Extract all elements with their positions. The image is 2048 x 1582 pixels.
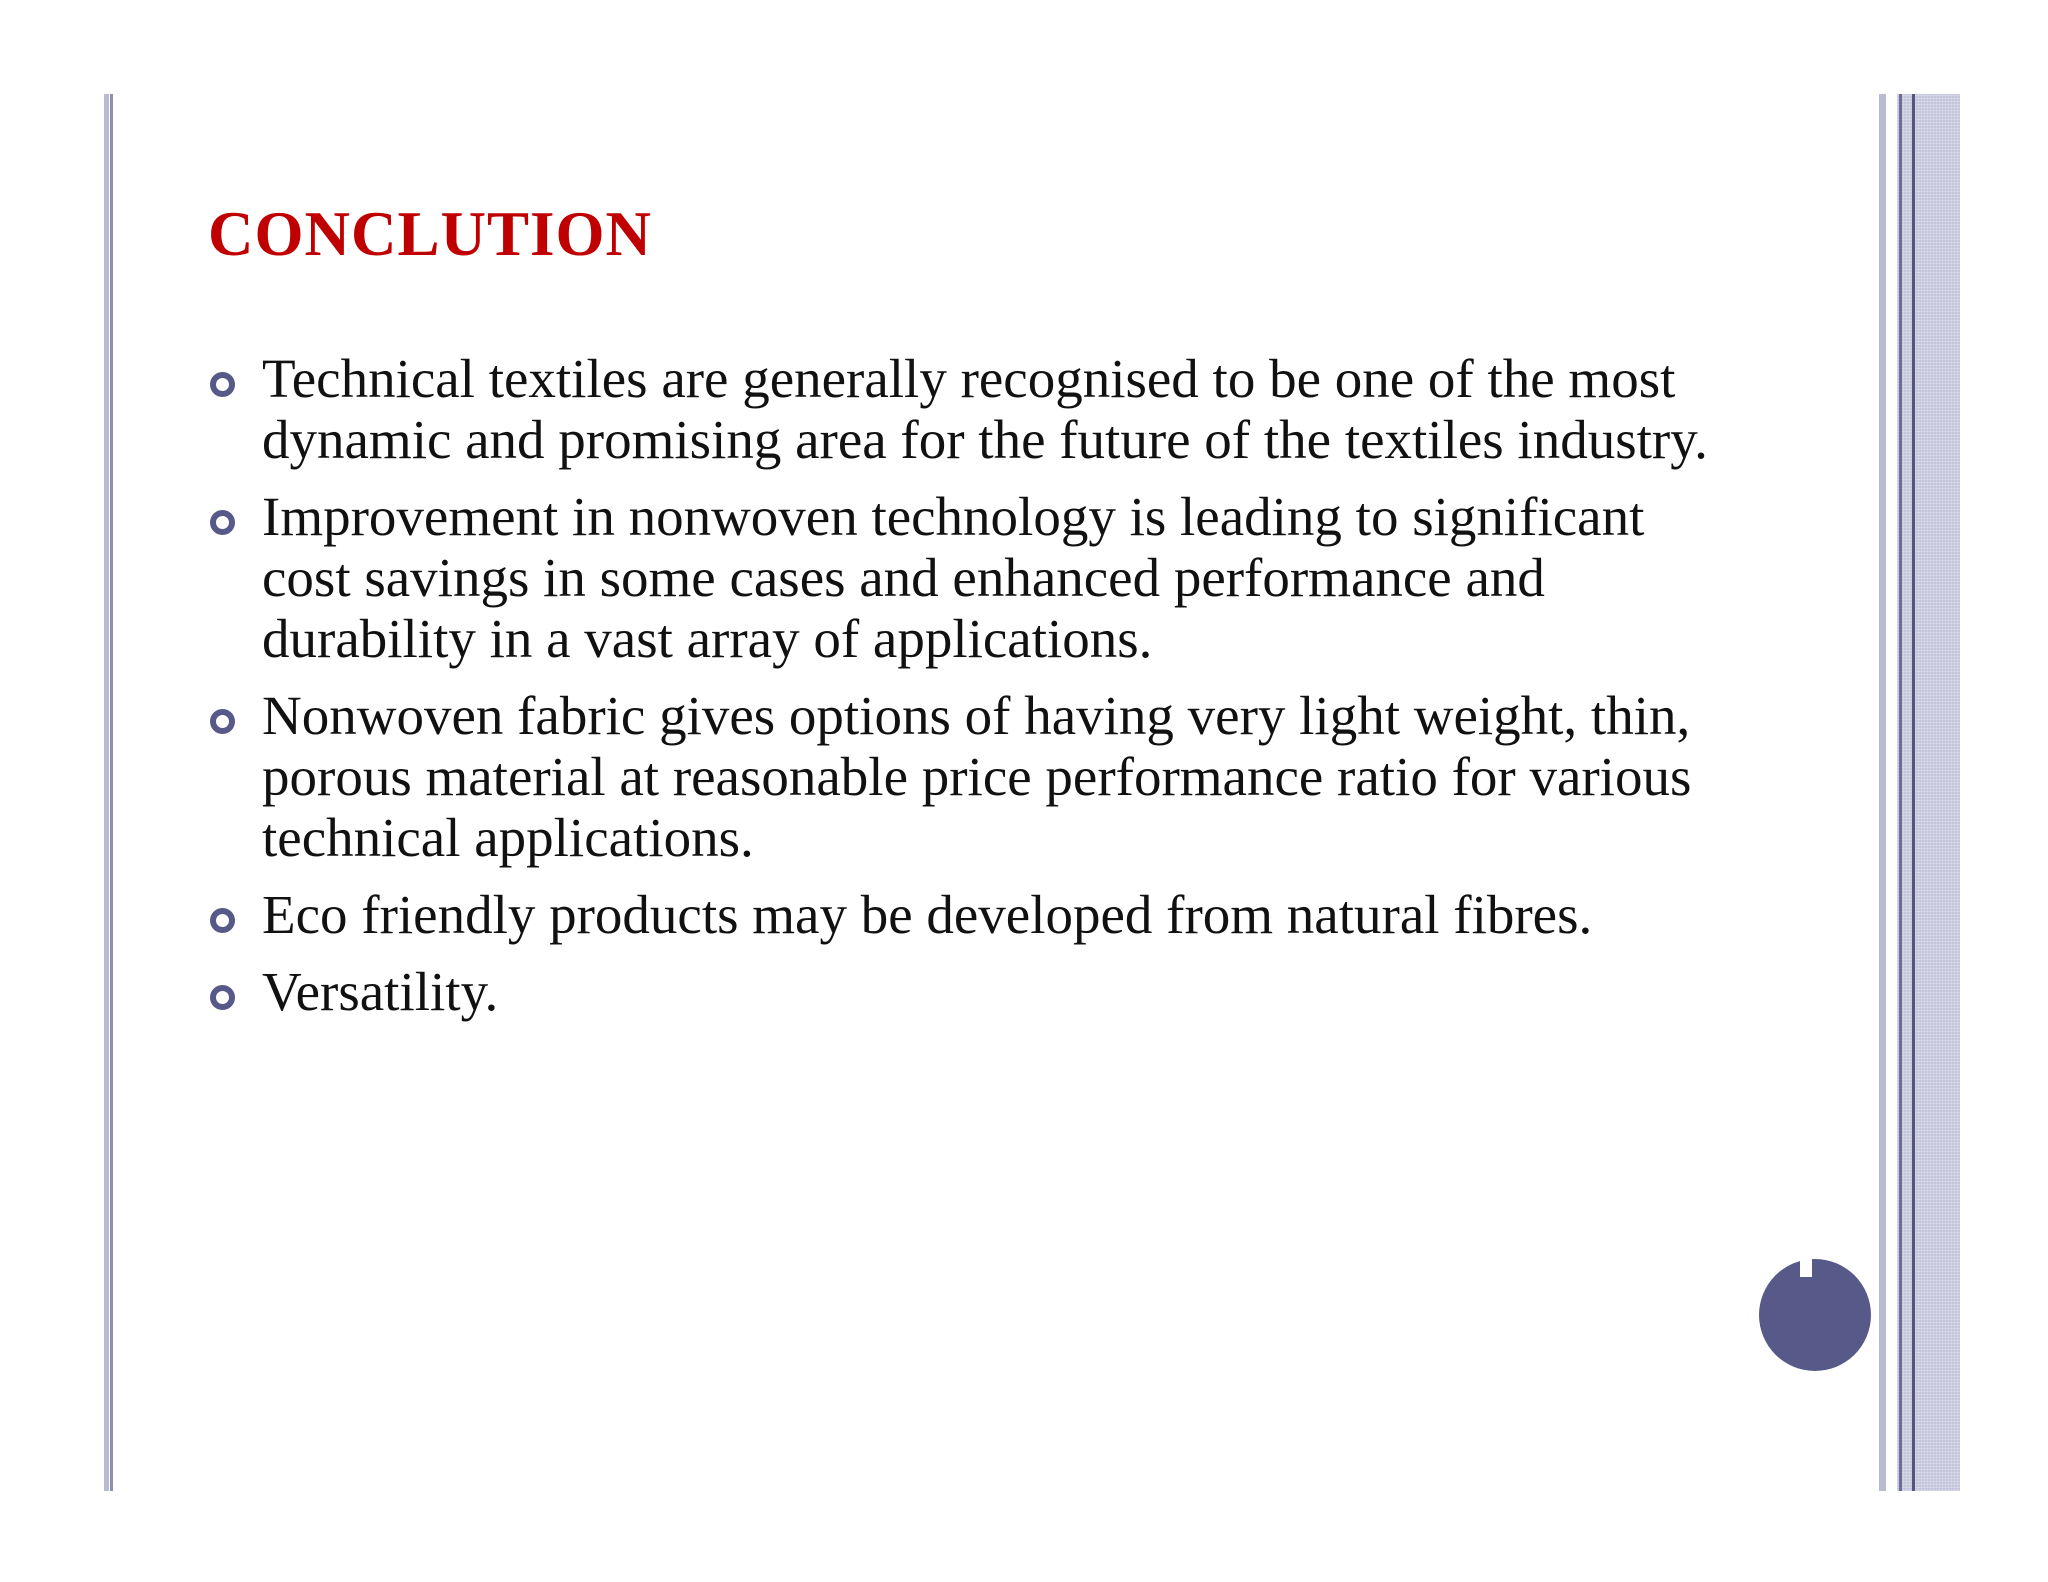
bullet-text: Technical textiles are generally recognised to be one of the most dynamic and promising area for the future of the textiles industry.	[262, 348, 1708, 470]
ring-bullet-icon	[210, 372, 235, 397]
bullet-text: Improvement in nonwoven technology is leading to significant cost savings in some cases and enhanced performance and durability in a vast array of applications.	[262, 486, 1645, 669]
right-decorative-band	[1897, 94, 1960, 1491]
right-band-line	[1899, 94, 1902, 1491]
bullet-item	[210, 884, 1730, 945]
bullet-text: Versatility.	[262, 961, 499, 1022]
bullet-item	[210, 348, 1730, 470]
left-border-rule-inner	[110, 94, 113, 1491]
bullet-list	[210, 348, 1730, 1038]
bullet-item	[210, 486, 1730, 669]
bullet-item	[210, 961, 1730, 1022]
ring-bullet-icon	[210, 908, 235, 933]
ring-bullet-icon	[210, 985, 235, 1010]
bullet-text: Nonwoven fabric gives options of having very light weight, thin, porous material at reasonable price performance ratio for various technical applications.	[262, 685, 1692, 868]
left-border-rule	[104, 94, 109, 1491]
circle-notch	[1800, 1255, 1812, 1277]
ring-bullet-icon	[210, 709, 235, 734]
right-border-rule	[1879, 94, 1886, 1491]
slide-title: CONCLUTION	[208, 199, 653, 269]
bullet-text: Eco friendly products may be developed from natural fibres.	[262, 884, 1593, 945]
bullet-item	[210, 685, 1730, 868]
ring-bullet-icon	[210, 510, 235, 535]
decorative-circle-icon	[1759, 1259, 1871, 1371]
right-band-line-dark	[1912, 94, 1915, 1491]
